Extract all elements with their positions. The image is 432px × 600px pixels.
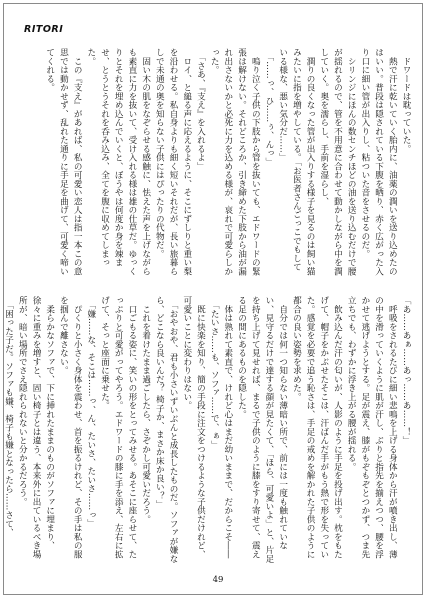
running-header: RITORI	[24, 24, 64, 35]
page-frame	[3, 3, 423, 595]
lower-text-block: 「あ……あぁ……あっ……あ……！」 呼吸をされるたびに細い悲鳴を上げる身体から汗が噴き出し、薄の中を滑っていくように肌が汗し、ぶりと指先を揃えつつ、腰を浮かせて逃げようとする。足が震え、膝がもぞもぞとつかず、つま先立ちでも、わずかに浮き上がる腰が揺れる。 飲み込んだ汗の匂いが、人影のように手足を投げ出す。枕をもたげて、帽子をかぶせたそこは、汗ばんだ手がもう熱で形を失っていた。感覚を必要で追う恥さは、手足の戒めを解かれた子供のように都合の良い姿勢を求めた。 自分では何一つ知らない薄暗い所で、前には一度も触れていない、見守るだけで達する顔が見たくて、「ほら、可愛いよ」と、片足を持ち上げて見せれば、まるで子供のように膝をすり寄せて、震える足の間にあるものを隠した。 体は熟れて素直で、けれど心はまだ幼いままで、だからこそ―― 「たいさ……も、ソファ……で、ぁ」 既に快楽を知り、簡の手段に注文をつけるような子供だけれど、可愛いことに変わりはない。 「おやおや、君も小さいずいぶんと成長したものだ。ソファが嫌なら、どこなら良いんだ？ 椅子か、まさか床か良い？」 これを着けたまま過ごしたら、さぞかし可愛いだろう。 口ごもる姿に、笑いの形をとってみせる。あそこに座らせて、たっぷりと可愛がってやろう。エドワードの膝に手を添え、左右に拡げて、そっと座面に乗せた。 「嫌……な、そこは……っ、ん、たいさ、たいさ……っ」 ぴくりと小さく身体を震わせ、首を振るけれど、その手は私の服を掴んで離さない。 柔らかなソファで、下に挿れたままのものがソファに埋まり、徐々に重みを増すと、固い椅子とは違う、本来外に出ているべき場所が、暗い場所でさえ隠れられないと分かるだろう。 「困った子だ。ソファも嫌、椅子も嫌となったら……さて、	[3, 296, 411, 563]
upper-text-block: ドワードは耽っていた。 熱で汗に乾いていく胎内に、油薬の潤いを送り込めたのはいい。普段は隠されている下腹を晒り、赤く広がった入り口に細い管が出入りし、粘ついた音をさせるのだ。 シリンジにほんの数センチほどの油を送り込むだけで腰が揺れるので、管を不用意に合わせて動かしながら中を潤していく。奥を濡らし、手前を湿らし、 潤りの良くなった管が出入りする様子を見るのは飼い猫みたいに指を増やしている。「お医者さんごっこでもしている様な、悪い気分だ……」 「……っ、ひ……ぅ、んっ」 嗚り泣く子供の下肢から管を抜いても、エドワードの緊張は解けない。それどころか、引き締めた下肢から油が漏れ出さないかと必死に力を込める様が、哀れで可愛らしかった。 「さあ、『支え』を入れるよ」 ロイ、と縋る声に応えるように、そこにずしりと重い梨を沿わせる。私自身よりも細く短いそれだが、長い旅暮らしで未通の奥を知らない子供にはぴったりの代物だ。 固い木の肌をなぞらせる感触に、怯えた声を上げながらも素直に力を抜いて、受け入れる様は雄の仕草だ。ゆっくりとそれを埋め込んでいくと、ぼうやは何度か身を竦ませ、とうとうそれを呑み込み、全てを腹に収めてしまった。 この『支え』があれば、私の可愛い恋人は指一本この意思では動かせず、乱れた通りに手足を曲げて、可愛く啼いてくれる。	[44, 48, 411, 276]
page-number: 49	[212, 575, 224, 585]
